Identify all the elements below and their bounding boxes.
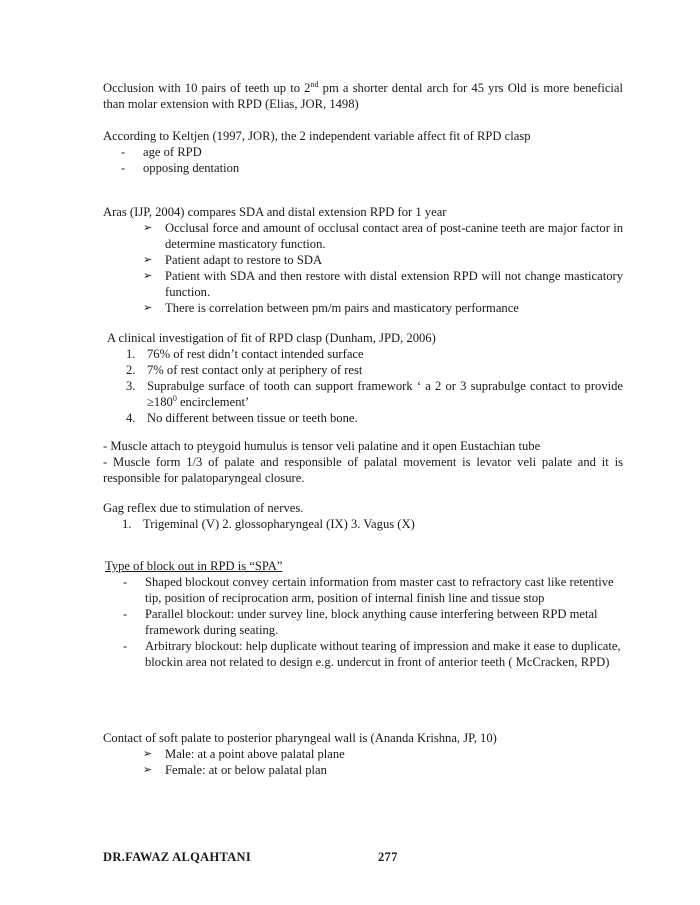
superscript: nd: [310, 79, 319, 89]
list-item: [105, 606, 623, 638]
paragraph-intro: Gag reflex due to stimulation of nerves.: [103, 501, 304, 515]
footer-page-number: 277: [378, 850, 398, 864]
arrow-list: [103, 746, 623, 778]
list-number: 1.: [122, 517, 132, 531]
paragraph-intro: Contact of soft palate to posterior pharyngeal wall is (Ananda Krishna, JP, 10): [103, 731, 497, 745]
paragraph-keltjen: [103, 128, 623, 176]
list-item-text: No different between tissue or teeth bone.: [147, 411, 358, 425]
list-item-text: Occlusal force and amount of occlusal contact area of post-canine teeth are major factor in determine masticatory function.: [165, 221, 623, 251]
paragraph-text: [103, 80, 623, 112]
list-item-text: 76% of rest didn’t contact intended surface: [147, 347, 364, 361]
list-item-text: age of RPD: [143, 145, 202, 159]
text-run: Occlusion with 10 pairs of teeth up to 2: [103, 81, 311, 95]
dash-bullet: -: [121, 161, 126, 175]
list-item-text: Patient with SDA and then restore with distal extension RPD will not change masticatory function.: [165, 269, 623, 299]
list-item: [103, 268, 623, 300]
paragraph-shortened-arch: [103, 80, 623, 112]
dash-bullet: -: [123, 639, 128, 653]
numbered-list: [103, 516, 623, 532]
list-item-text: Trigeminal (V) 2. glossopharyngeal (IX) 3. Vagus (X): [143, 517, 415, 531]
dash-bullet: -: [121, 145, 126, 159]
paragraph-gag-reflex: [103, 500, 623, 532]
list-item: [107, 362, 623, 378]
list-item: [103, 252, 623, 268]
list-number: 1.: [126, 347, 136, 361]
paragraph-blockout-types: [105, 558, 623, 670]
paragraph-aras: [103, 204, 623, 316]
underlined-heading: Type of block out in RPD is “SPA”: [105, 559, 283, 573]
paragraph-dunham: [107, 330, 623, 426]
paragraph-line: - Muscle form 1/3 of palate and responsible of palatal movement is levator veli palate and it is responsible for palatoparyngeal closure.: [103, 455, 623, 485]
list-number: 2.: [126, 363, 136, 377]
list-item: [103, 160, 623, 176]
list-item-text: Parallel blockout: under survey line, block anything cause interfering between RPD metal framework during seating.: [145, 607, 598, 637]
paragraph-intro: According to Keltjen (1997, JOR), the 2 independent variable affect fit of RPD clasp: [103, 129, 531, 143]
list-item: [103, 144, 623, 160]
list-item-text: 7% of rest contact only at periphery of rest: [147, 363, 363, 377]
list-item-text: Arbitrary blockout: help duplicate without tearing of impression and make it ease to duplicate, blockin area not related to design e.g. undercut in front of anterior teeth ( McCracken, RPD): [145, 639, 621, 669]
list-item-text: Patient adapt to restore to SDA: [165, 253, 323, 267]
list-item: [105, 638, 623, 670]
list-item: [107, 378, 623, 410]
list-item-text: Male: at a point above palatal plane: [165, 747, 345, 761]
list-item: [107, 410, 623, 426]
section-heading: [105, 558, 623, 574]
dash-bullet: -: [123, 607, 128, 621]
list-item-text: Shaped blockout convey certain information from master cast to refractory cast like retentive tip, position of reciprocation arm, position of internal finish line and tissue stop: [145, 575, 614, 605]
list-number: 3.: [126, 379, 136, 393]
text-run: pm a shorter dental arch for 45 yrs Old is more beneficial than molar extension with RPD (Elias, JOR, 1498): [103, 81, 623, 111]
paragraph-intro: Aras (IJP, 2004) compares SDA and distal extension RPD for 1 year: [103, 205, 447, 219]
arrow-bullet-icon: ➢: [143, 254, 153, 266]
arrow-bullet-icon: ➢: [143, 302, 153, 314]
list-item: [103, 516, 623, 532]
list-item-text: opposing dentation: [143, 161, 240, 175]
list-number: 4.: [126, 411, 136, 425]
paragraph-palatal-muscles: [103, 438, 623, 486]
arrow-bullet-icon: ➢: [143, 270, 153, 282]
paragraph-soft-palate: [103, 730, 623, 778]
arrow-list: [103, 220, 623, 316]
paragraph-line: - Muscle attach to pteygoid humulus is tensor veli palatine and it open Eustachian tube: [103, 439, 541, 453]
dash-list: [105, 574, 623, 670]
list-item: [103, 300, 623, 316]
list-item-text: encirclement’: [176, 395, 250, 409]
list-item: [103, 746, 623, 762]
list-item-text: There is correlation between pm/m pairs and masticatory performance: [165, 301, 519, 315]
list-item: [103, 220, 623, 252]
arrow-bullet-icon: ➢: [143, 748, 153, 760]
list-item-text: Female: at or below palatal plan: [165, 763, 327, 777]
list-item: [105, 574, 623, 606]
dash-list: [103, 144, 623, 176]
list-item: [103, 762, 623, 778]
superscript: 0: [172, 393, 177, 403]
arrow-bullet-icon: ➢: [143, 222, 153, 234]
footer-author: DR.FAWAZ ALQAHTANI: [103, 850, 252, 864]
dash-bullet: -: [123, 575, 128, 589]
numbered-list: [107, 346, 623, 426]
list-item-text: Suprabulge surface of tooth can support framework ‘ a 2 or 3 suprabulge contact to provide ≥180: [147, 379, 623, 409]
arrow-bullet-icon: ➢: [143, 764, 153, 776]
list-item: [107, 346, 623, 362]
paragraph-intro: A clinical investigation of fit of RPD clasp (Dunham, JPD, 2006): [107, 331, 436, 345]
